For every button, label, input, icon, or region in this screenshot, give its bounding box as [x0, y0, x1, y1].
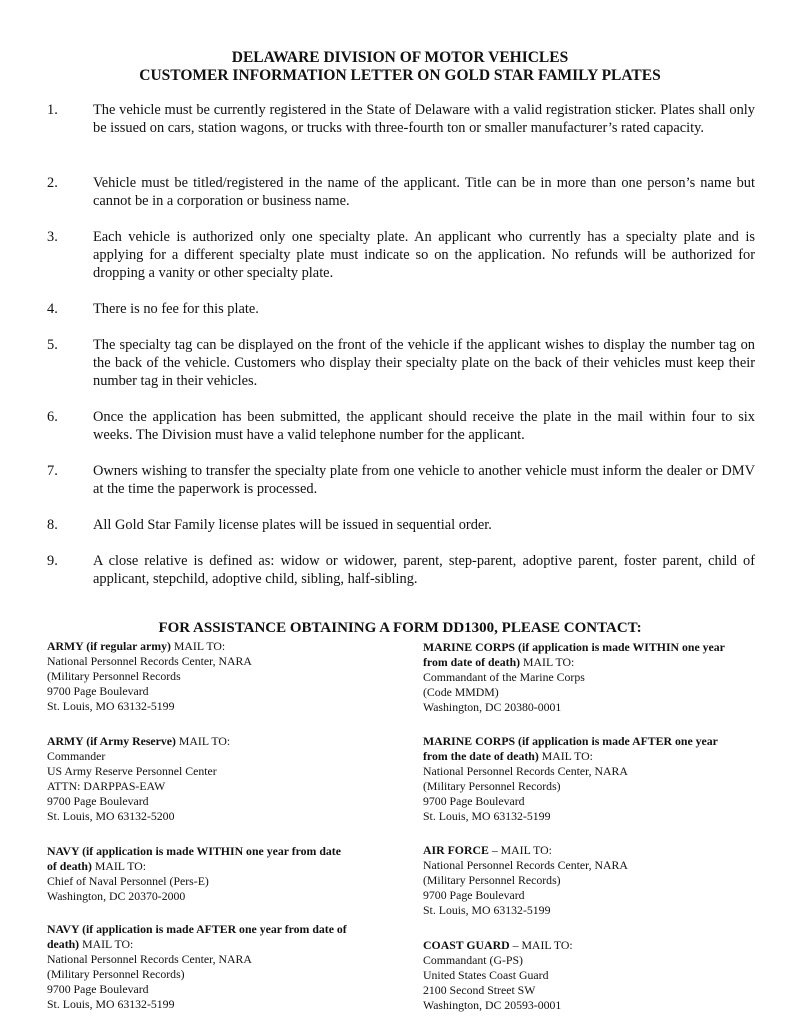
- list-item-number: 5.: [47, 337, 58, 353]
- address-line: (Military Personnel Records: [47, 669, 181, 683]
- address-line: Chief of Naval Personnel (Pers-E): [47, 874, 209, 888]
- address-line: Commandant (G-PS): [423, 953, 523, 967]
- address-line: (Military Personnel Records): [47, 967, 185, 981]
- contact-header: from date of death) MAIL TO:: [423, 655, 575, 669]
- list-item-text: Vehicle must be titled/registered in the name of the applicant. Title can be in more than one person’s name but cannot be in a corporation or business name.: [93, 175, 755, 209]
- list-item-number: 7.: [47, 463, 58, 479]
- contact-header: NAVY (if application is made WITHIN one year from date: [47, 844, 341, 858]
- address-line: (Code MMDM): [423, 685, 499, 699]
- address-line: St. Louis, MO 63132-5199: [47, 997, 175, 1011]
- address-line: ATTN: DARPPAS-EAW: [47, 779, 166, 793]
- list-item-number: 2.: [47, 175, 58, 191]
- address-line: Washington, DC 20370-2000: [47, 889, 186, 903]
- contact-coast-guard: [423, 938, 573, 1013]
- list-item-number: 3.: [47, 229, 58, 245]
- contact-navy-within: [47, 844, 341, 904]
- contact-army-reserve: [47, 734, 230, 824]
- contact-header: of death) MAIL TO:: [47, 859, 147, 873]
- page-subtitle: CUSTOMER INFORMATION LETTER ON GOLD STAR FAMILY PLATES: [139, 67, 661, 84]
- address-line: 9700 Page Boulevard: [47, 794, 149, 808]
- address-line: 9700 Page Boulevard: [47, 982, 149, 996]
- contact-army-regular: [47, 639, 252, 714]
- address-line: Commander: [47, 749, 106, 763]
- contact-marine-after: [423, 734, 718, 824]
- address-line: St. Louis, MO 63132-5199: [423, 903, 551, 917]
- contact-header: death) MAIL TO:: [47, 937, 134, 951]
- contact-header: AIR FORCE – MAIL TO:: [423, 843, 552, 857]
- address-line: 9700 Page Boulevard: [47, 684, 149, 698]
- address-line: National Personnel Records Center, NARA: [423, 764, 628, 778]
- list-item-text: Each vehicle is authorized only one specialty plate. An applicant who currently has a specialty plate and is applying for a different specialty plate must indicate so on the application. No refunds will be authorized for dropping a vanity or other specialty plate.: [93, 229, 755, 281]
- list-item-text: All Gold Star Family license plates will be issued in sequential order.: [93, 517, 492, 533]
- address-line: St. Louis, MO 63132-5199: [47, 699, 175, 713]
- list-item-text: The specialty tag can be displayed on the front of the vehicle if the applicant wishes to display the number tag on the back of the vehicle. Customers who display their specialty plate on the back of their vehicles must keep their number tag in their vehicles.: [93, 337, 755, 389]
- contact-header: from the date of death) MAIL TO:: [423, 749, 593, 763]
- list-item-number: 8.: [47, 517, 58, 533]
- contact-header: NAVY (if application is made AFTER one year from date of: [47, 922, 347, 936]
- list-item-number: 1.: [47, 102, 58, 118]
- contact-heading: FOR ASSISTANCE OBTAINING A FORM DD1300, PLEASE CONTACT:: [158, 620, 642, 636]
- contact-header: MARINE CORPS (if application is made WITHIN one year: [423, 640, 725, 654]
- address-line: National Personnel Records Center, NARA: [47, 654, 252, 668]
- list-item-text: Owners wishing to transfer the specialty plate from one vehicle to another vehicle must inform the dealer or DMV at the time the paperwork is processed.: [93, 463, 755, 497]
- contact-header: MARINE CORPS (if application is made AFTER one year: [423, 734, 718, 748]
- address-line: National Personnel Records Center, NARA: [47, 952, 252, 966]
- contact-navy-after: [47, 922, 347, 1012]
- contact-header: COAST GUARD – MAIL TO:: [423, 938, 573, 952]
- address-line: (Military Personnel Records): [423, 779, 561, 793]
- address-line: 9700 Page Boulevard: [423, 888, 525, 902]
- address-line: Washington, DC 20380-0001: [423, 700, 562, 714]
- page-title: DELAWARE DIVISION OF MOTOR VEHICLES: [231, 49, 569, 66]
- contact-header: ARMY (if regular army) MAIL TO:: [47, 639, 226, 653]
- address-line: United States Coast Guard: [423, 968, 549, 982]
- list-item-text: Once the application has been submitted, the applicant should receive the plate in the mail within four to six weeks. The Division must have a valid telephone number for the applicant.: [93, 409, 755, 443]
- list-item-text: A close relative is defined as: widow or widower, parent, step-parent, adoptive parent, foster parent, child of applicant, stepchild, adoptive child, sibling, half-sibling.: [93, 553, 755, 587]
- address-line: 2100 Second Street SW: [423, 983, 536, 997]
- list-item-number: 9.: [47, 553, 58, 569]
- address-line: (Military Personnel Records): [423, 873, 561, 887]
- list-item-text: There is no fee for this plate.: [93, 301, 259, 317]
- address-line: US Army Reserve Personnel Center: [47, 764, 217, 778]
- contact-marine-within: [423, 640, 725, 715]
- address-line: Washington, DC 20593-0001: [423, 998, 562, 1012]
- address-line: St. Louis, MO 63132-5200: [47, 809, 175, 823]
- list-item-text: The vehicle must be currently registered in the State of Delaware with a valid registration sticker. Plates shall only be issued on cars, station wagons, or trucks with three-fourth ton or smaller manufacturer’s rated capacity.: [93, 102, 755, 136]
- list-item-number: 6.: [47, 409, 58, 425]
- address-line: 9700 Page Boulevard: [423, 794, 525, 808]
- list-item-number: 4.: [47, 301, 58, 317]
- address-line: St. Louis, MO 63132-5199: [423, 809, 551, 823]
- contact-air-force: [423, 843, 628, 918]
- address-line: Commandant of the Marine Corps: [423, 670, 585, 684]
- address-line: National Personnel Records Center, NARA: [423, 858, 628, 872]
- contact-header: ARMY (if Army Reserve) MAIL TO:: [47, 734, 231, 748]
